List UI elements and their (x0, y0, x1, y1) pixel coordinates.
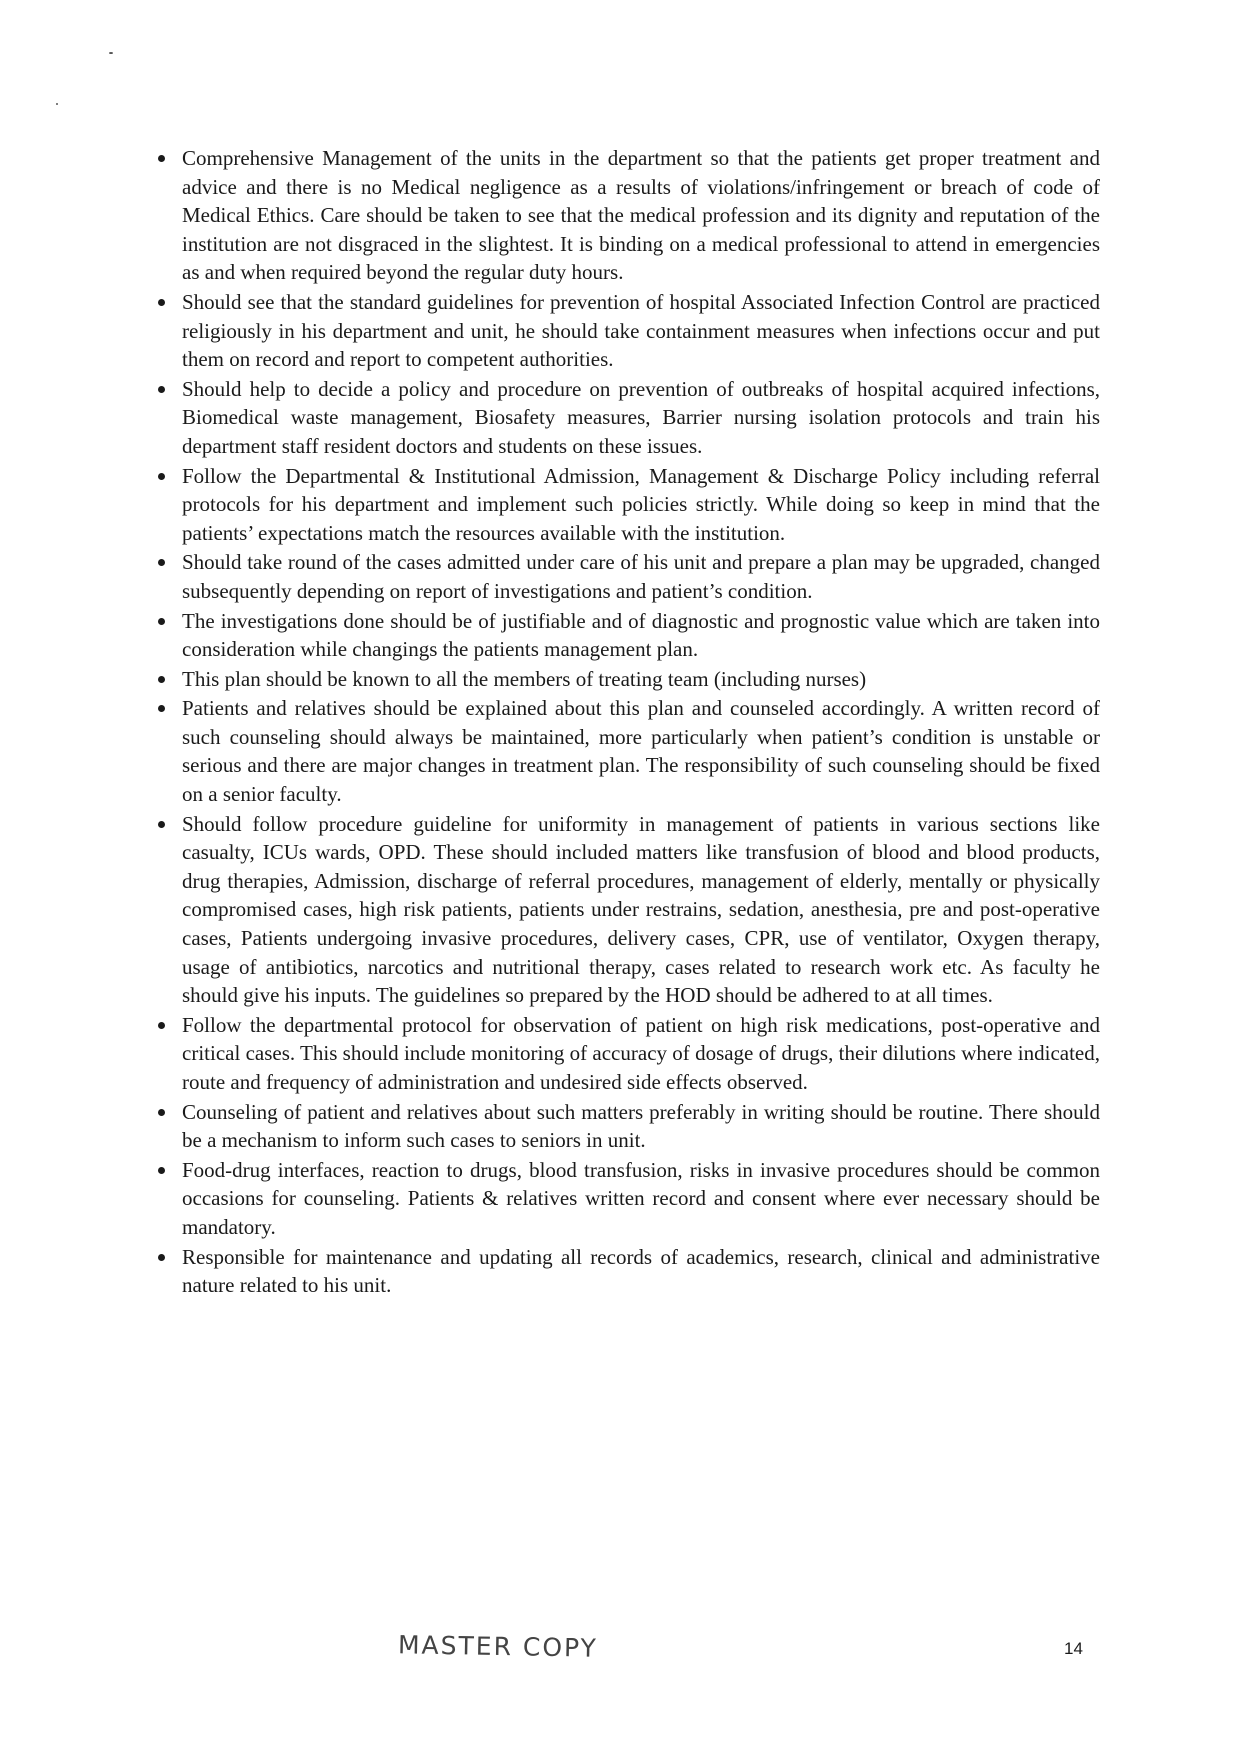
list-item-text: This plan should be known to all the members of treating team (including nurses) (182, 666, 867, 691)
scan-speck (109, 52, 113, 54)
list-item (140, 1243, 1100, 1300)
bullet-icon (158, 1167, 165, 1174)
list-item (140, 144, 1100, 287)
list-item (140, 288, 1100, 374)
list-item-text: Comprehensive Management of the units in the department so that the patients get proper treatment and advice and there is no Medical negligence as a results of violations/infringement or breach of code of Medical Ethics. Care should be taken to see that the medical profession and its dignity and reputation of the institution are not disgraced in the slightest. It is binding on a medical professional to attend in emergencies as and when required beyond the regular duty hours. (182, 146, 1100, 285)
list-item (140, 1098, 1100, 1155)
list-item-text: Should help to decide a policy and procedure on prevention of outbreaks of hospital acquired infections, Biomedical waste management, Biosafety measures, Barrier nursing isolation protocols and train his department staff resident doctors and students on these issues. (182, 376, 1100, 458)
bullet-icon (158, 1109, 165, 1116)
bullet-icon (158, 618, 165, 625)
list-item (140, 694, 1100, 808)
scan-speck (56, 103, 58, 105)
page-number: 14 (1064, 1639, 1083, 1658)
list-item-text: Follow the departmental protocol for observation of patient on high risk medications, post-operative and critical cases. This should include monitoring of accuracy of dosage of drugs, their dilutions where indicated, route and frequency of administration and undesired side effects observed. (182, 1012, 1100, 1094)
list-item (140, 462, 1100, 548)
list-item-text: Responsible for maintenance and updating all records of academics, research, clinical and administrative nature related to his unit. (182, 1244, 1100, 1298)
list-item-text: Patients and relatives should be explained about this plan and counseled accordingly. A written record of such counseling should always be maintained, more particularly when patient’s condition is unstable or serious and there are major changes in treatment plan. The responsibility of such counseling should be fixed on a senior faculty. (182, 696, 1100, 807)
list-item (140, 548, 1100, 605)
bullet-icon (158, 705, 165, 712)
responsibilities-list (140, 144, 1100, 1301)
list-item (140, 810, 1100, 1010)
list-item-text: Counseling of patient and relatives about such matters preferably in writing should be routine. There should be a mechanism to inform such cases to seniors in unit. (182, 1099, 1100, 1153)
bullet-icon (158, 676, 165, 683)
list-item-text: Should see that the standard guidelines for prevention of hospital Associated Infection Control are practiced religiously in his department and unit, he should take containment measures when infections occur and put them on record and report to competent authorities. (182, 289, 1100, 372)
list-item-text: The investigations done should be of justifiable and of diagnostic and prognostic value which are taken into consideration while changings the patients management plan. (182, 608, 1100, 662)
list-item (140, 375, 1100, 461)
list-item (140, 1011, 1100, 1097)
master-copy-stamp: MASTER COPY (397, 1630, 599, 1663)
bullet-icon (158, 155, 165, 162)
bullet-icon (158, 473, 165, 480)
bullet-icon (158, 1022, 165, 1029)
bullet-icon (158, 386, 165, 393)
bullet-icon (158, 299, 165, 306)
list-item-text: Follow the Departmental & Institutional Admission, Management & Discharge Policy including referral protocols for his department and implement such policies strictly. While doing so keep in mind that the patients’ expectations match the resources available with the institution. (182, 463, 1100, 545)
list-item-text: Should take round of the cases admitted under care of his unit and prepare a plan may be upgraded, changed subsequently depending on report of investigations and patient’s condition. (182, 550, 1100, 603)
list-item (140, 665, 1100, 694)
list-item-text: Food-drug interfaces, reaction to drugs, blood transfusion, risks in invasive procedures should be common occasions for counseling. Patients & relatives written record and consent where ever necessary should be mandatory. (182, 1157, 1100, 1239)
bullet-icon (158, 1254, 165, 1261)
bullet-icon (158, 821, 165, 828)
list-item (140, 1156, 1100, 1242)
list-item (140, 607, 1100, 664)
bullet-icon (158, 559, 165, 566)
list-item-text: Should follow procedure guideline for uniformity in management of patients in various sections like casualty, ICUs wards, OPD. These should included matters like transfusion of blood and blood products, drug therapies, Admission, discharge of referral procedures, management of elderly, mentally or physically compromised cases, high risk patients, patients under restrains, sedation, anesthesia, pre and post-operative cases, Patients undergoing invasive procedures, delivery cases, CPR, use of ventilator, Oxygen therapy, usage of antibiotics, narcotics and nutritional therapy, cases related to research work etc. As faculty he should give his inputs. The guidelines so prepared by the HOD should be adhered to at all times. (182, 811, 1100, 1008)
